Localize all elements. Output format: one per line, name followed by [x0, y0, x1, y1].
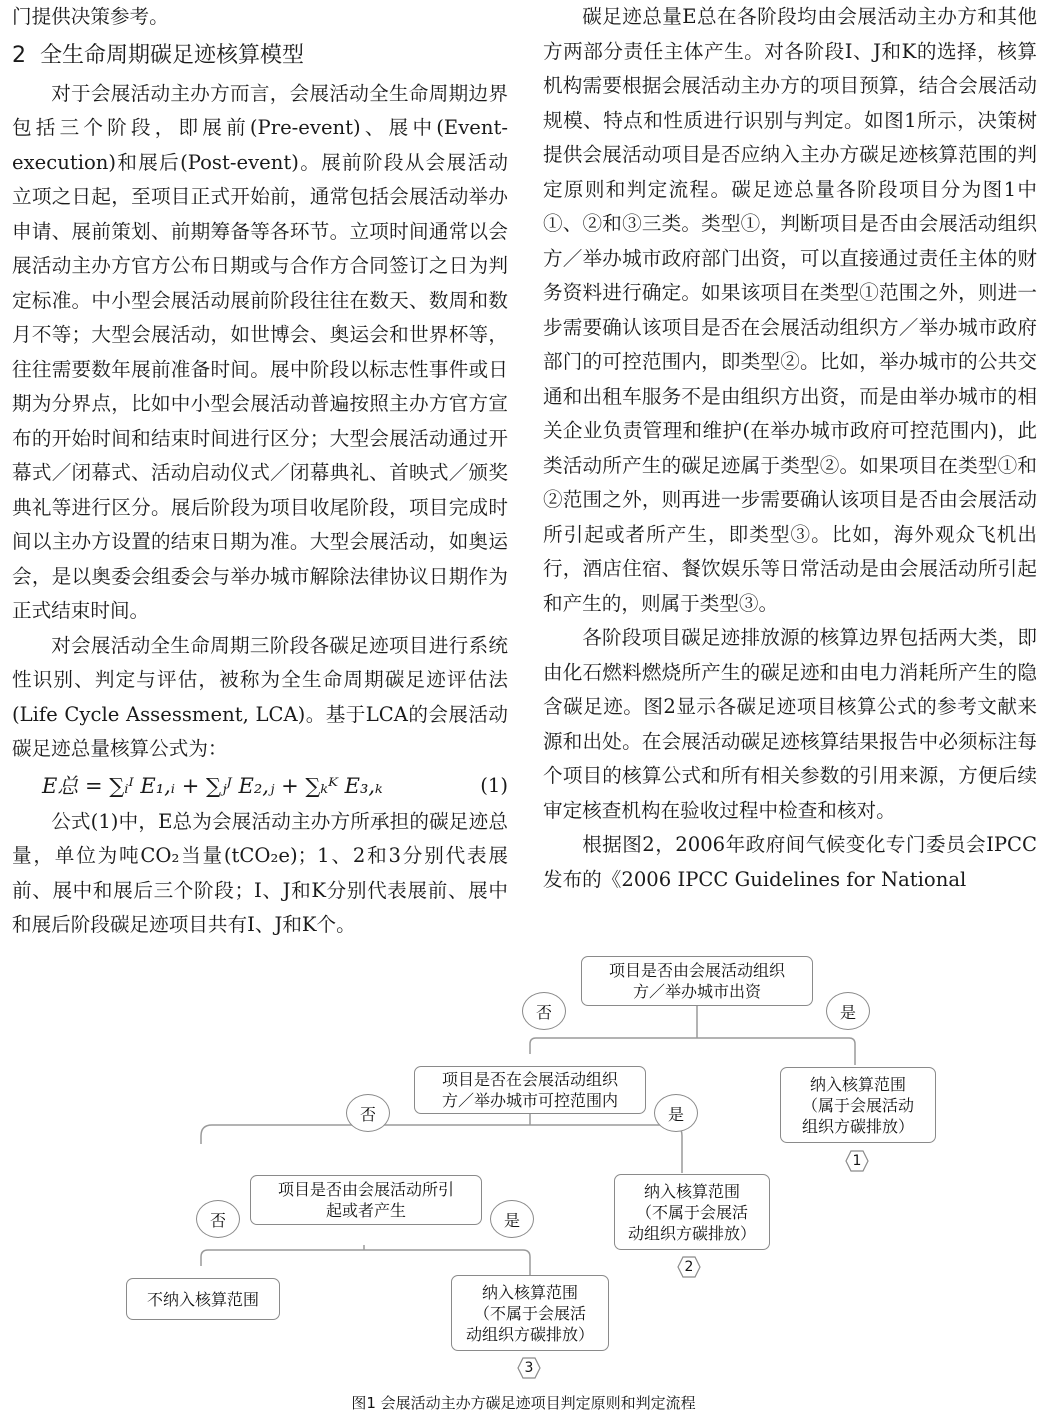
type-marker-1-label: 1: [852, 1153, 862, 1169]
question-controllable-line1: 项目是否在会展活动组织: [441, 1070, 618, 1089]
section-title: 全生命周期碳足迹核算模型: [40, 42, 305, 68]
question-funded-line2: 方／举办城市出资: [632, 982, 761, 1001]
result-type2-line1: 纳入核算范围: [643, 1181, 740, 1201]
paragraph-decision-tree: 碳足迹总量E总在各阶段均由会展活动主办方和其他方两部分责任主体产生。对各阶段I、J和K的选择，核算机构需要根据会展活动主办方的项目预算，结合会展活动规模、特点和性质进行识别与判定。如图1所示，决策树提供会展活动项目是否应纳入主办方碳足迹核算范围的判定原则和判定流程。碳足迹总量各阶段项目分为图1中①、②和③三类。类型①，判断项目是否由会展活动组织方／举办城市政府部门出资，可以直接通过责任主体的财务资料进行确定。如果该项目在类型①范围之外，则进一步需要确认该项目是否在会展活动组织方／举办城市政府部门的可控范围内，即类型②。比如，举办城市的公共交通和出租车服务不是由组织方出资，而是由举办城市的相关企业负责管理和维护(在举办城市政府可控范围内)，此类活动所产生的碳足迹属于类型②。如果项目在类型①和②范围之外，则再进一步需要确认该项目是否由会展活动所引起或者所产生，即类型③。比如，海外观众飞机出行，酒店住宿、餐饮娱乐等日常活动是由会展活动所引起和产生的，则属于类型③。: [543, 5, 1037, 615]
paragraph-intro-end: 门提供决策参考。: [12, 5, 169, 28]
question-box-controllable: [414, 1066, 646, 1114]
result-excluded-label: 不纳入核算范围: [146, 1289, 259, 1309]
paragraph-lifecycle-stages: 对于会展活动主办方而言，会展活动全生命周期边界包括三个阶段，即展前(Pre-event)、展中(Event-execution)和展后(Post-event)。展前阶段从会展活动立项之日起，至项目正式开始前，通常包括会展活动举办申请、展前策划、前期筹备等各环节。立项时间通常以会展活动主办方官方公布日期或与合作方合同签订之日为判定标准。中小型会展活动展前阶段往往在数天、数周和数月不等；大型会展活动，如世博会、奥运会和世界杯等，往往需要数年展前准备时间。展中阶段以标志性事件或日期为分界点，比如中小型会展活动普遍按照主办方官方宣布的开始时间和结束时间进行区分；大型会展活动通过开幕式／闭幕式、活动启动仪式／闭幕典礼、首映式／颁奖典礼等进行区分。展后阶段为项目收尾阶段，项目完成时间以主办方设置的结束日期为准。大型会展活动，如奥运会，是以奥委会组委会与举办城市解除法律协议日期作为正式结束时间。: [12, 81, 508, 622]
question-box-caused: [250, 1175, 482, 1225]
result-box-type1: [780, 1067, 936, 1143]
equation-1: [12, 767, 508, 805]
type-marker-3-label: 3: [524, 1360, 534, 1376]
type-marker-1: [845, 1150, 869, 1172]
connector-q2: [201, 1113, 682, 1173]
result-type3-line3: 动组织方碳排放）: [465, 1324, 594, 1344]
question-funded-line1: 项目是否由会展活动组织: [608, 961, 785, 980]
type-marker-3: [517, 1357, 541, 1379]
result-type3-line1: 纳入核算范围: [481, 1282, 578, 1302]
connector-q1: [530, 1006, 855, 1065]
no-label-level3: 否: [196, 1200, 240, 1238]
question-box-funded: [581, 956, 813, 1006]
yes-label-level3: 是: [490, 1200, 534, 1238]
type-marker-2: [677, 1256, 701, 1278]
section-number: 2: [12, 42, 26, 68]
equation-number: (1): [480, 773, 508, 797]
no-label-level2: 否: [346, 1094, 390, 1132]
result-type2-line3: 动组织方碳排放）: [627, 1223, 756, 1243]
question-controllable-line2: 方／举办城市可控范围内: [441, 1091, 618, 1110]
figure-caption: 图1 会展活动主办方碳足迹项目判定原则和判定流程: [351, 1394, 696, 1412]
question-caused-line1: 项目是否由会展活动所引: [277, 1180, 454, 1199]
type-marker-2-label: 2: [684, 1259, 694, 1275]
result-box-excluded: [126, 1278, 280, 1320]
result-type1-line3: 组织方碳排放）: [801, 1116, 914, 1136]
yes-label-level1: 是: [826, 992, 870, 1030]
paragraph-ipcc: 根据图2，2006年政府间气候变化专门委员会IPCC发布的《2006 IPCC Guidelines for National: [543, 833, 1037, 891]
paragraph-formula-explanation: 公式(1)中，E总为会展活动主办方所承担的碳足迹总量，单位为吨CO₂当量(tCO₂e)；1、2和3分别代表展前、展中和展后三个阶段；I、J和K分别代表展前、展中和展后阶段碳足迹项目共有I、J和K个。: [12, 809, 508, 936]
result-box-type3: [451, 1275, 609, 1351]
yes-label-level2: 是: [654, 1094, 698, 1132]
connector-q3: [201, 1245, 530, 1276]
question-caused-line2: 起或者产生: [325, 1201, 406, 1220]
no-label-level1: 否: [522, 992, 566, 1030]
result-box-type2: [614, 1174, 770, 1250]
right-text-column: [543, 0, 1037, 897]
section-heading: [12, 37, 508, 75]
figure-1-decision-tree: [0, 945, 1047, 1422]
result-type2-line2: （不属于会展活: [635, 1202, 748, 1222]
result-type1-line1: 纳入核算范围: [809, 1074, 906, 1094]
result-type3-line2: （不属于会展活: [473, 1303, 586, 1323]
result-type1-line2: （属于会展活动: [801, 1095, 914, 1115]
paragraph-lca: 对会展活动全生命周期三阶段各碳足迹项目进行系统性识别、判定与评估，被称为全生命周期碳足迹评估法(Life Cycle Assessment, LCA)。基于LCA的会展活动碳足迹总量核算公式为：: [12, 633, 508, 760]
equation-text: E总 = ∑ᵢᴵ E₁,ᵢ + ∑ⱼᴶ E₂,ⱼ + ∑ₖᴷ E₃,ₖ: [42, 773, 383, 798]
left-text-column: [12, 0, 508, 943]
paragraph-accounting-boundary: 各阶段项目碳足迹排放源的核算边界包括两大类，即由化石燃料燃烧所产生的碳足迹和由电力消耗所产生的隐含碳足迹。图2显示各碳足迹项目核算公式的参考文献来源和出处。在会展活动碳足迹核算结果报告中必须标注每个项目的核算公式和所有相关参数的引用来源，方便后续审定核查机构在验收过程中检查和核对。: [543, 626, 1037, 822]
